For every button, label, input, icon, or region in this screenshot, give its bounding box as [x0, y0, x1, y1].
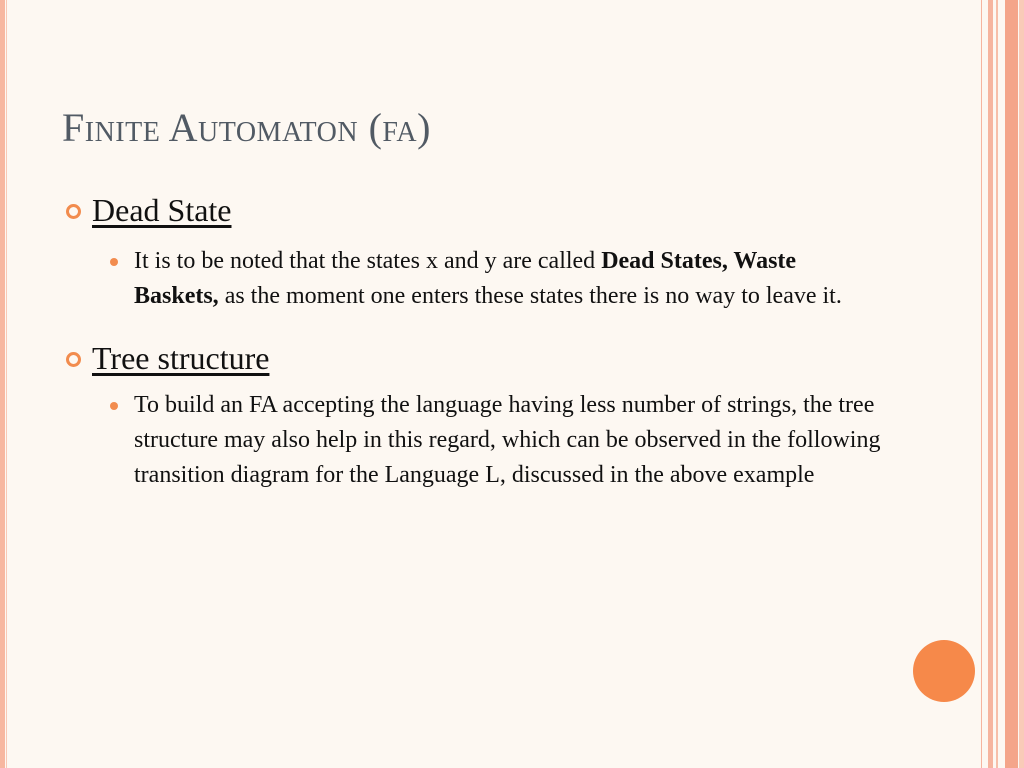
slide-title: Finite Automaton (fa)	[62, 105, 431, 150]
section-heading: Tree structure	[92, 340, 270, 376]
bullet-bold-text: Dead States, Waste Baskets,	[134, 248, 797, 309]
bullet-tree-structure-note	[110, 388, 882, 493]
section-heading: Dead State	[92, 192, 232, 228]
slide-content	[62, 188, 882, 493]
right-border-line	[981, 0, 982, 768]
bullet-text: It is to be noted that the states x and y are called	[134, 248, 602, 274]
section-dead-state	[62, 188, 882, 232]
right-border-band	[1005, 0, 1018, 768]
right-border-edge	[1019, 0, 1024, 768]
left-border-stripe	[0, 0, 5, 768]
bullet-text-continued: as the moment one enters these states there is no way to leave it.	[218, 283, 842, 309]
ring-bullet-icon	[66, 204, 81, 219]
section-tree-structure	[62, 336, 882, 380]
ring-bullet-icon	[66, 352, 81, 367]
dot-bullet-icon	[110, 402, 118, 410]
bullet-dead-state-note	[110, 244, 882, 314]
right-border-stripe-thin	[996, 0, 998, 768]
decorative-circle	[913, 640, 975, 702]
left-border-line	[6, 0, 7, 768]
dot-bullet-icon	[110, 258, 118, 266]
right-border-stripe	[988, 0, 993, 768]
bullet-text: To build an FA accepting the language having less number of strings, the tree structure may also help in this regard, which can be observed in the following transition diagram for the Language L, discussed in the above example	[134, 392, 881, 488]
